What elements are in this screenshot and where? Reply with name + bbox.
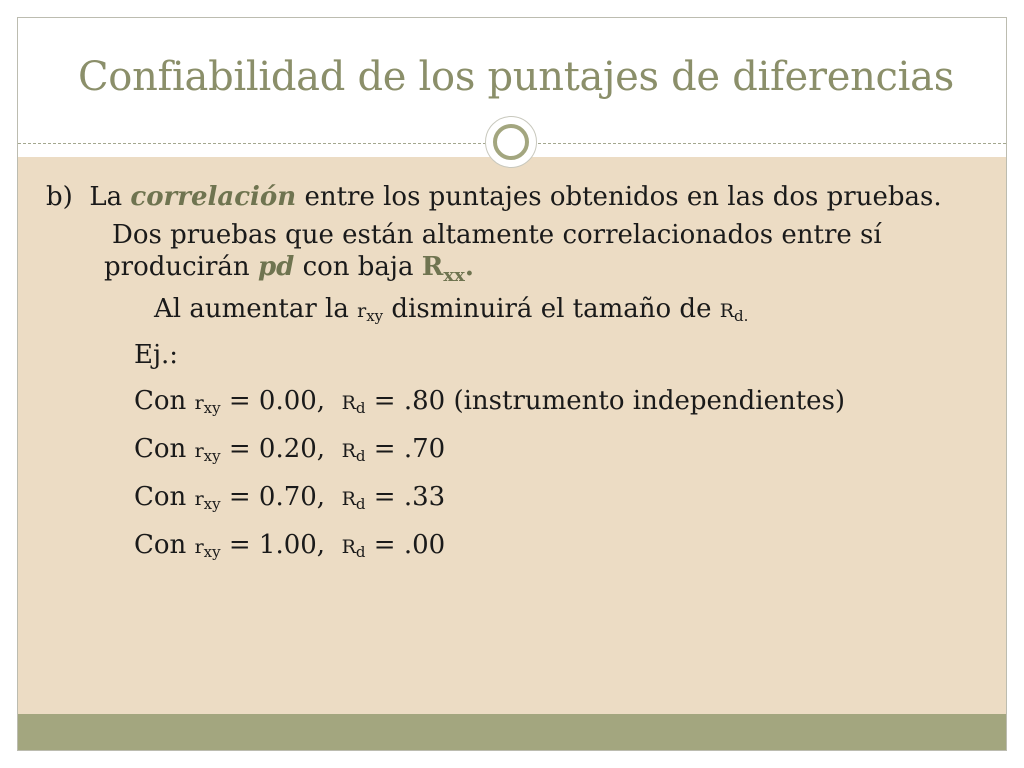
example-r-subscript: xy [203,399,221,417]
example-R-value: = .80 (instrumento independientes) [365,386,846,416]
slide-title: Confiabilidad de los puntajes de diferencias [78,54,954,100]
example-R: R [341,440,356,462]
rxx-subscript: xx [443,265,465,286]
example-r-subscript: xy [203,495,221,513]
example-line [46,433,996,467]
example-R: R [341,488,356,510]
dos-pruebas-paragraph [46,219,996,286]
example-r: r [194,440,204,462]
example-R-value: = .00 [365,530,446,560]
example-line [46,529,996,563]
example-r-value: = 0.00, [220,386,326,416]
rxy-r: r [357,300,367,322]
slide-body [46,181,996,577]
dos-pruebas-mid: con baja [302,252,414,282]
item-b-rest: entre los puntajes obtenidos en las dos pruebas. [304,182,942,212]
al-aumentar-text: Al aumentar la [154,294,349,324]
rxy-subscript: xy [366,307,384,325]
example-con: Con [134,530,187,560]
al-aumentar-paragraph [46,293,996,327]
example-con: Con [134,434,187,464]
rxx-end: . [464,252,474,282]
example-r-value: = 0.70, [220,482,326,512]
item-b-marker: b) [46,182,73,212]
example-R: R [341,392,356,414]
ej-label: Ej.: [134,340,179,370]
example-con: Con [134,482,187,512]
example-R: R [341,536,356,558]
correlacion-emphasis: correlación [130,182,297,212]
example-R-subscript: d [355,543,366,561]
item-b-paragraph [46,181,996,213]
example-R-subscript: d [355,447,366,465]
example-line [46,481,996,515]
example-r: r [194,536,204,558]
pd-emphasis: pd [257,252,295,282]
item-b-prefix: La [89,182,123,212]
example-r-subscript: xy [203,447,221,465]
example-r: r [194,392,204,414]
al-aumentar-mid: disminuirá el tamaño de [391,294,712,324]
rd-R: R [719,300,735,322]
example-r-subscript: xy [203,543,221,561]
rd-subscript: d. [734,307,749,325]
example-R-subscript: d [355,495,366,513]
example-R-value: = .33 [365,482,446,512]
example-line [46,385,996,419]
example-R-value: = .70 [365,434,446,464]
example-r-value: = 1.00, [220,530,326,560]
dos-pruebas-text: Dos pruebas que están altamente correlacionados entre sí producirán [104,220,882,282]
bottom-accent-bar [18,714,1006,750]
example-R-subscript: d [355,399,366,417]
circle-ornament-icon [485,116,537,168]
example-r: r [194,488,204,510]
rxx-R: R [421,252,444,282]
slide-frame [17,17,1007,751]
rxx-symbol [421,252,474,286]
example-r-value: = 0.20, [220,434,326,464]
example-con: Con [134,386,187,416]
